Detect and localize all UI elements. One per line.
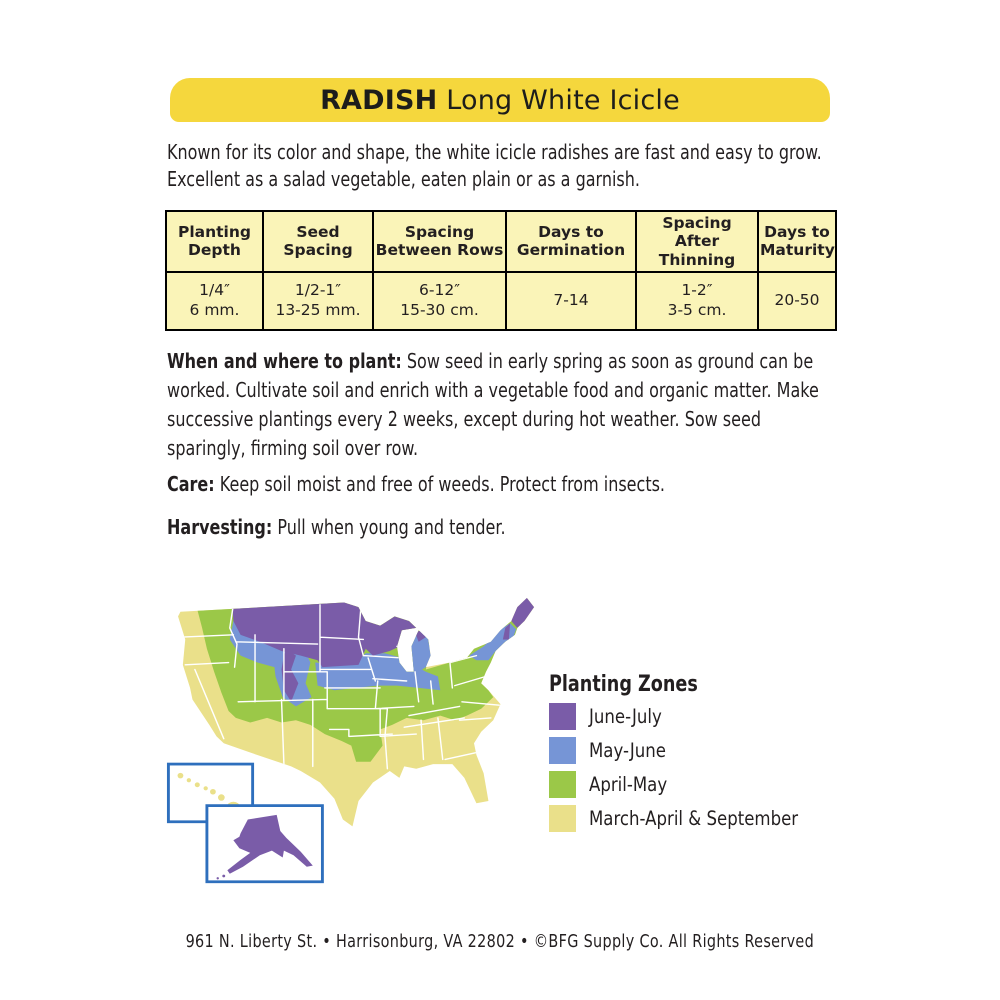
section-when-and-where-to-plant: When and where to plant: Sow seed in early spring as soon as ground can be worked. Cultivate soil and enrich with a vegetable food and organic matter. Make successive plantings every 2 weeks, except during hot weather. Sow seed sparingly, firming soil over row. — [167, 349, 819, 460]
legend-label-april-may: April-May — [589, 773, 668, 796]
table-header-row — [166, 211, 836, 272]
zone-june-july — [511, 598, 534, 628]
section-care: Care: Keep soil moist and free of weeds. Protect from insects. — [167, 472, 666, 496]
product-title-banner — [170, 78, 830, 122]
table-header-days-to-maturity: Days to Maturity — [758, 211, 836, 272]
legend-swatch-march-april-september — [549, 805, 576, 832]
value-planting-depth: 1/4″ 6 mm. — [166, 272, 263, 330]
value-days-to-maturity: 20-50 — [758, 272, 836, 330]
value-seed-spacing: 1/2-1″ 13-25 mm. — [263, 272, 373, 330]
planting-spec-table — [165, 210, 837, 331]
section-harvesting: Harvesting: Pull when young and tender. — [167, 515, 506, 539]
us-planting-zones-map — [166, 591, 551, 891]
legend-label-march-april-september: March-April & September — [589, 807, 799, 830]
page-title — [320, 85, 680, 116]
table-header-planting-depth: Planting Depth — [166, 211, 263, 272]
table-header-spacing-after-thinning: Spacing After Thinning — [636, 211, 758, 272]
legend-item-june-july — [549, 703, 849, 730]
table-header-spacing-between-rows: Spacing Between Rows — [373, 211, 506, 272]
legend-swatch-may-june — [549, 737, 576, 764]
legend-swatch-june-july — [549, 703, 576, 730]
table-header-days-to-germination: Days to Germination — [506, 211, 636, 272]
map-legend — [549, 672, 849, 839]
table-header-seed-spacing: Seed Spacing — [263, 211, 373, 272]
alaska-inset — [207, 806, 323, 882]
intro-description: Known for its color and shape, the white icicle radishes are fast and easy to grow. Excellent as a salad vegetable, eaten plain or as a garnish. — [167, 140, 822, 191]
legend-item-may-june — [549, 737, 849, 764]
legend-label-june-july: June-July — [589, 705, 662, 728]
legend-label-may-june: May-June — [589, 739, 666, 762]
value-days-to-germination: 7-14 — [506, 272, 636, 330]
legend-item-march-april-september — [549, 805, 849, 832]
legend-title: Planting Zones — [549, 672, 698, 697]
table-value-row — [166, 272, 836, 330]
us-map-svg — [166, 591, 551, 891]
product-name: RADISH — [320, 84, 438, 116]
legend-item-april-may — [549, 771, 849, 798]
value-spacing-after-thinning: 1-2″ 3-5 cm. — [636, 272, 758, 330]
variety-name: Long White Icicle — [437, 84, 680, 116]
legend-swatch-april-may — [549, 771, 576, 798]
footer-address: 961 N. Liberty St. • Harrisonburg, VA 22802 • ©BFG Supply Co. All Rights Reserved — [185, 931, 815, 952]
value-spacing-between-rows: 6-12″ 15-30 cm. — [373, 272, 506, 330]
